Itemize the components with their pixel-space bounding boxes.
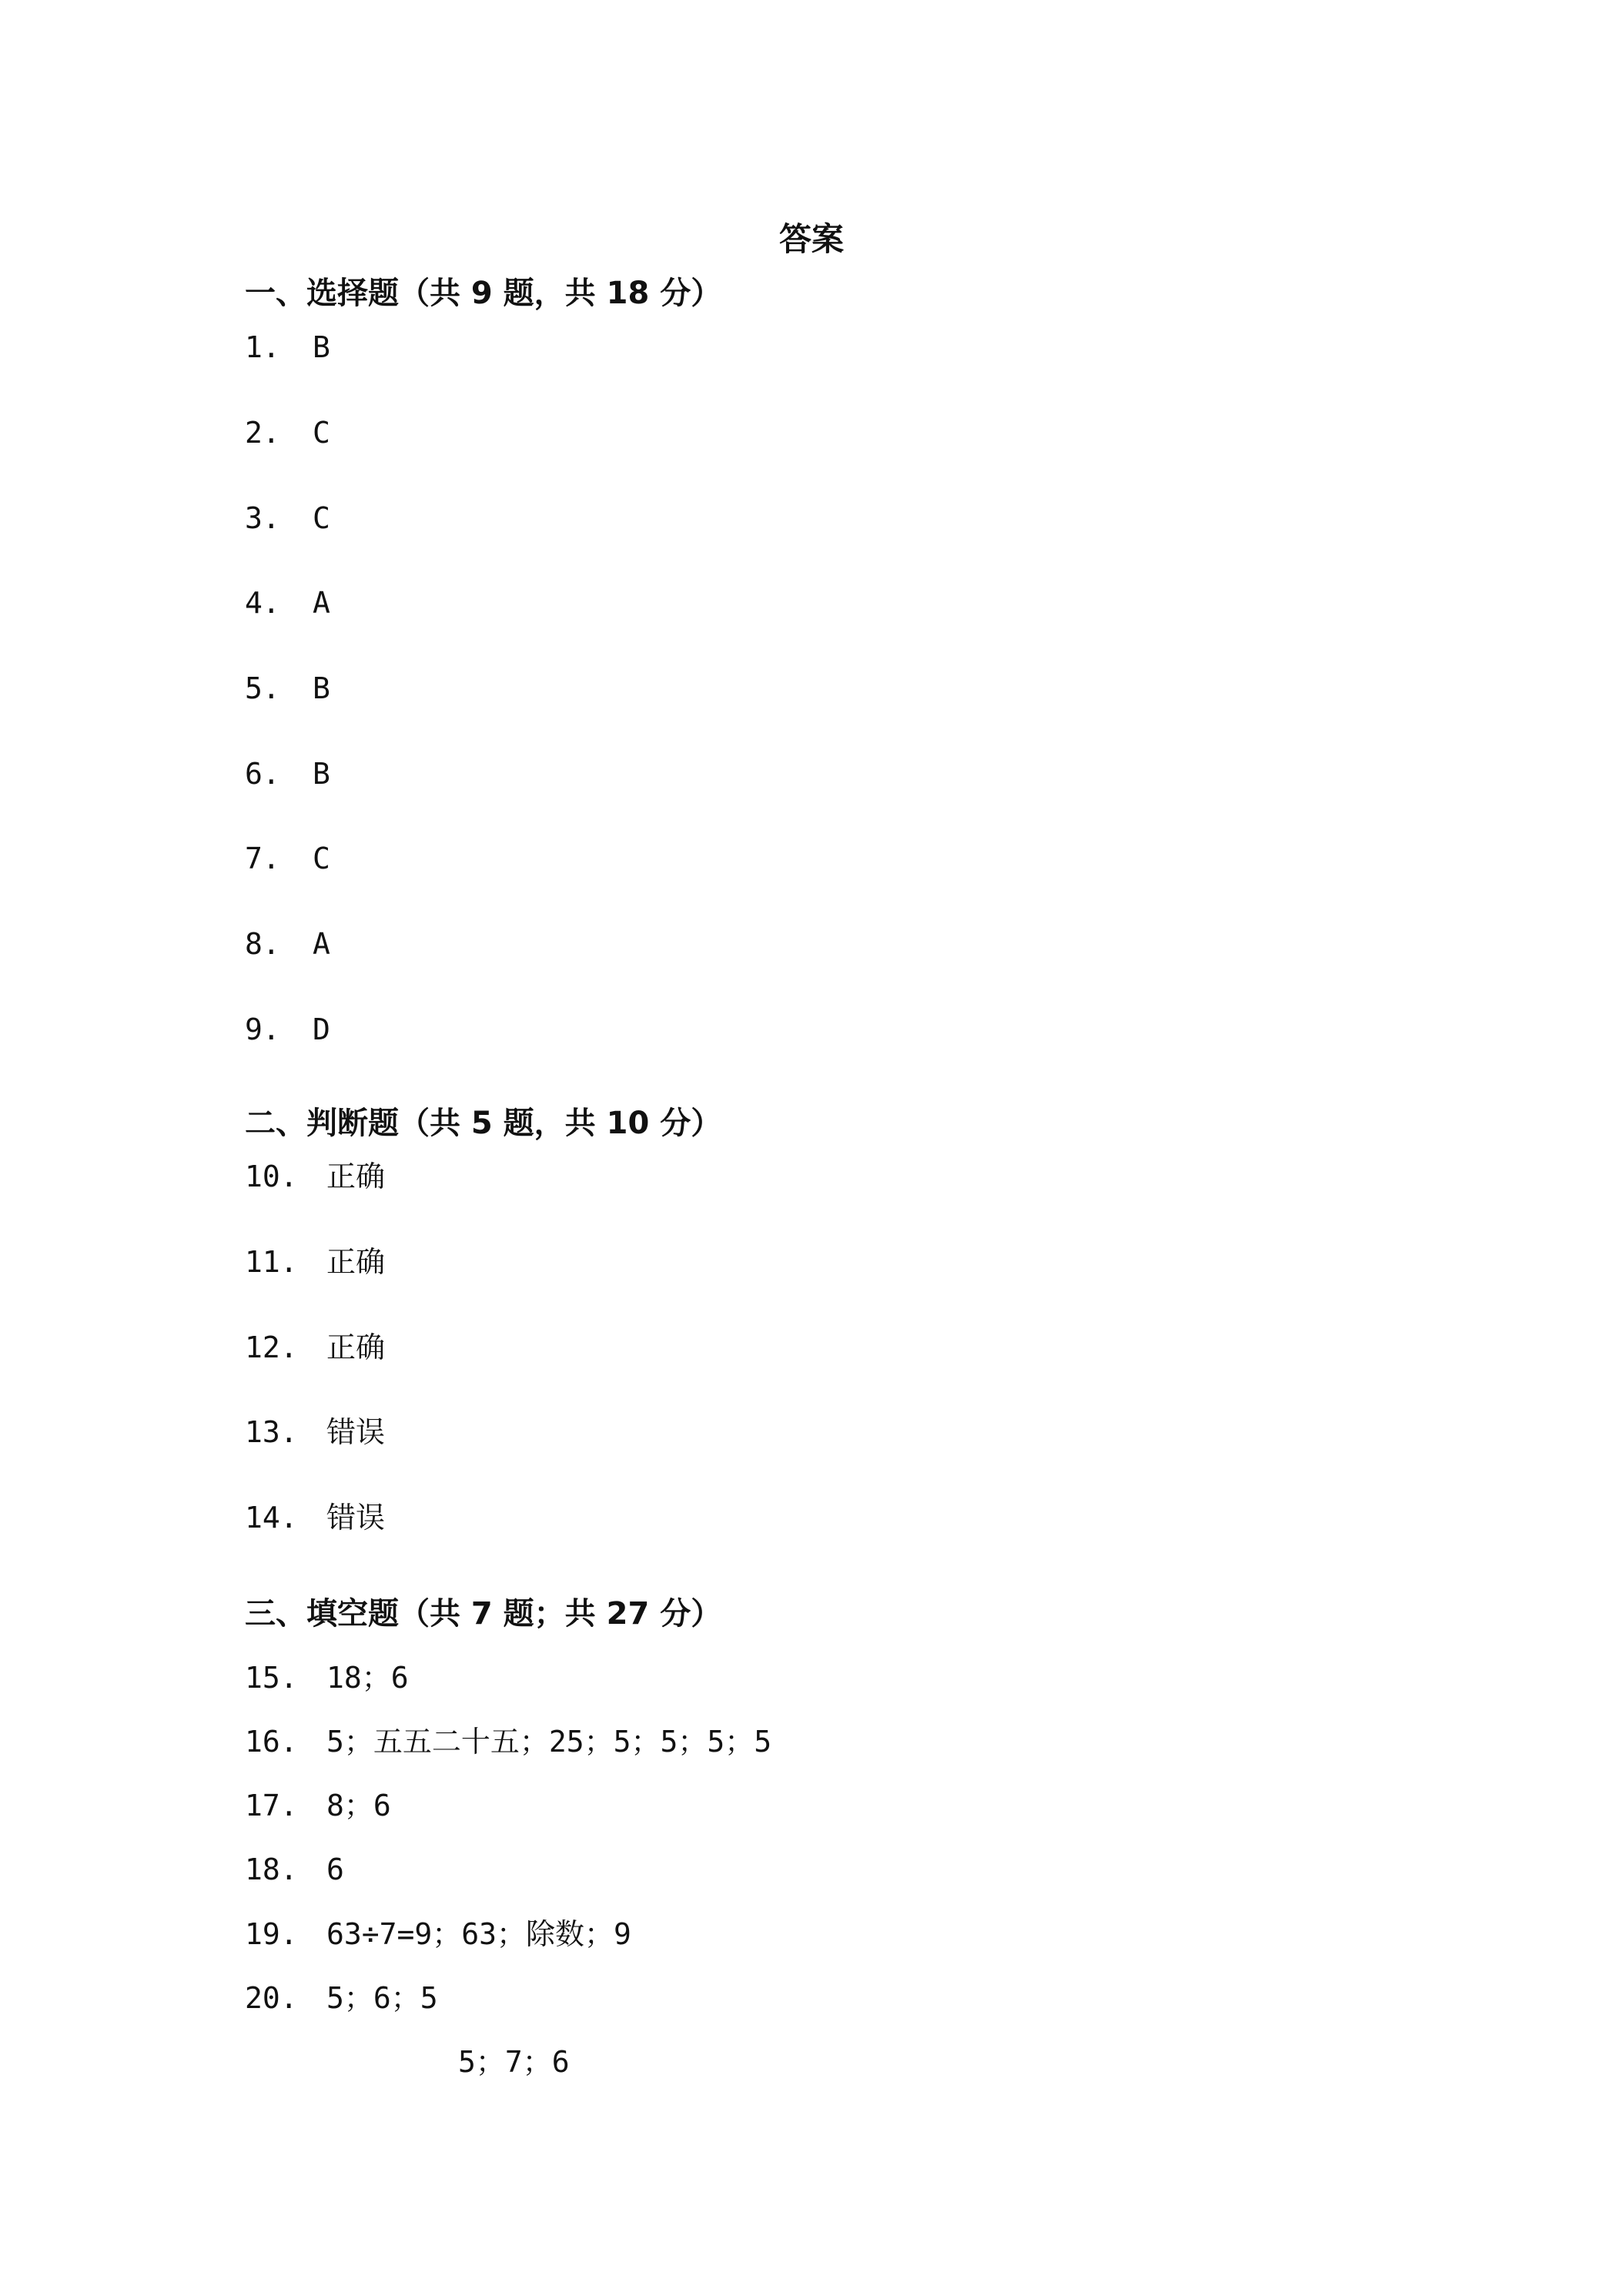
- page-title: 答案: [778, 220, 844, 258]
- answer-item: [245, 925, 330, 963]
- answer-item: [245, 1979, 438, 2017]
- item-number: 9.: [245, 1012, 280, 1046]
- section-heading-fill: 三、填空题（共 7 题；共 27 分）: [245, 1596, 722, 1632]
- item-number: 5.: [245, 671, 280, 705]
- item-number: 18.: [245, 1853, 298, 1886]
- item-answer: 正确: [326, 1160, 386, 1193]
- item-number: 3.: [245, 501, 280, 535]
- item-answer: C: [313, 842, 330, 875]
- section-heading-judgement: 二、判断题（共 5 题，共 10 分）: [245, 1106, 722, 1141]
- answer-item: [245, 1243, 385, 1281]
- item-answer: 5；6；5: [326, 1981, 438, 2015]
- answer-item: [245, 839, 330, 878]
- answer-item: [245, 1722, 771, 1761]
- answer-item: [245, 413, 330, 452]
- item-answer: C: [313, 501, 330, 535]
- item-answer: 8；6: [326, 1789, 391, 1822]
- answer-item: [245, 1010, 330, 1049]
- answer-item: [245, 755, 330, 793]
- item-number: 7.: [245, 842, 280, 875]
- item-answer: 正确: [326, 1245, 386, 1279]
- item-number: 12.: [245, 1330, 298, 1364]
- item-answer: 6: [326, 1853, 344, 1886]
- item-answer: 5；五五二十五；25；5；5；5；5: [326, 1725, 772, 1759]
- item-answer: 错误: [326, 1415, 386, 1449]
- item-answer: C: [313, 416, 330, 450]
- item-number: 14.: [245, 1501, 298, 1535]
- answer-item: [245, 1850, 344, 1889]
- item-answer: A: [313, 586, 330, 620]
- item-answer: 18；6: [326, 1661, 409, 1695]
- answer-item: [245, 1328, 385, 1367]
- item-answer: A: [313, 927, 330, 961]
- answer-item: [245, 1413, 385, 1451]
- item-number: 4.: [245, 586, 280, 620]
- item-number: 13.: [245, 1415, 298, 1449]
- item-number: 2.: [245, 416, 280, 450]
- item-number: 20.: [245, 1981, 298, 2015]
- item-number: 15.: [245, 1661, 298, 1695]
- item-number: 17.: [245, 1789, 298, 1822]
- item-answer: 63÷7=9；63；除数；9: [326, 1917, 631, 1951]
- item-number: 6.: [245, 757, 280, 791]
- item-answer: B: [313, 671, 330, 705]
- answer-item: [245, 1157, 385, 1196]
- item-number: 10.: [245, 1160, 298, 1193]
- item-number: 8.: [245, 927, 280, 961]
- section-heading-choice: 一、选择题（共 9 题，共 18 分）: [245, 276, 722, 311]
- answer-item: [245, 1658, 409, 1697]
- answer-item: [245, 1498, 385, 1537]
- item-number: 16.: [245, 1725, 298, 1759]
- answer-continuation: 5；7；6: [458, 2045, 570, 2079]
- answer-item: [245, 499, 330, 537]
- item-number: 19.: [245, 1917, 298, 1951]
- item-number: 11.: [245, 1245, 298, 1279]
- item-answer: B: [313, 757, 330, 791]
- answer-item: [245, 669, 330, 708]
- answer-item: [245, 1915, 631, 1953]
- item-answer: 正确: [326, 1330, 386, 1364]
- answer-item: [245, 584, 330, 622]
- answer-item: [245, 1786, 391, 1825]
- item-answer: D: [313, 1012, 330, 1046]
- item-answer: B: [313, 330, 330, 364]
- item-number: 1.: [245, 330, 280, 364]
- item-answer: 错误: [326, 1501, 386, 1535]
- answer-item: [245, 328, 330, 366]
